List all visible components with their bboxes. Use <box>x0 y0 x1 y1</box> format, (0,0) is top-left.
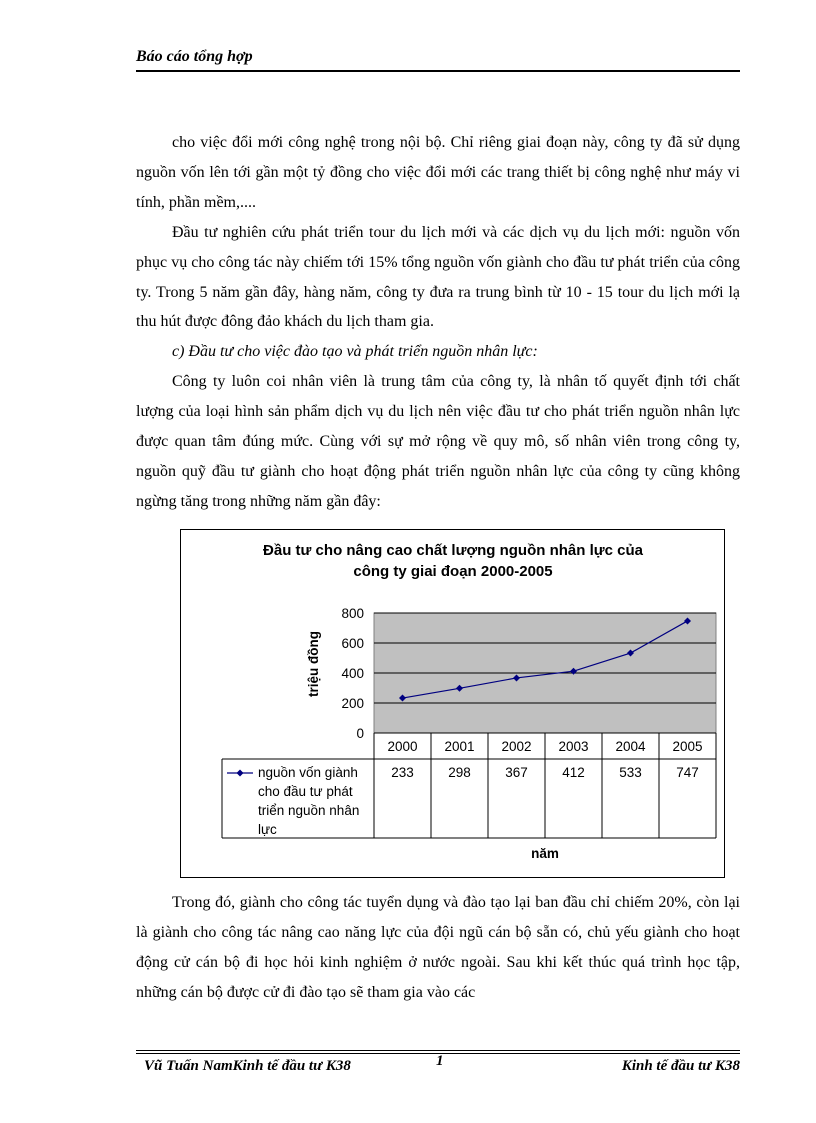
header-title: Báo cáo tổng hợp <box>136 48 253 65</box>
section-heading: c) Đầu tư cho việc đào tạo và phát triển nguồn nhân lực: <box>172 343 538 361</box>
x-tick-label: 2001 <box>444 739 475 754</box>
paragraph-2: Đầu tư nghiên cứu phát triển tour du lịch mới và các dịch vụ du lịch mới: nguồn vốn phục vụ cho công tác này chiếm tới 15% tổng nguồn vốn giành cho đầu tư phát triển của công ty. Trong 5 năm gần đây, hàng năm, công ty đưa ra trung bình từ 10 - 15 tour du lịch mới lạ thu hút được đông đảo khách du lịch tham gia. <box>136 223 740 331</box>
footer-course: Kinh tế đầu tư K38 <box>621 1058 740 1074</box>
y-tick-label: 0 <box>356 726 364 741</box>
page-footer <box>136 1050 740 1075</box>
x-tick-label: 2000 <box>387 739 418 754</box>
legend-label-line: triển nguồn nhân <box>258 803 360 818</box>
paragraph-1: cho việc đổi mới công nghệ trong nội bộ. Chỉ riêng giai đoạn này, công ty đã sử dụng nguồn vốn lên tới gần một tỷ đồng cho việc đổi mới các trang thiết bị công nghệ như máy vi tính, phần mềm,.... <box>136 134 740 211</box>
legend-key-marker <box>237 770 244 777</box>
legend-label-line: lực <box>258 822 277 837</box>
chart-title-line-1: Đầu tư cho nâng cao chất lượng nguồn nhân lực của <box>263 542 643 559</box>
page-header <box>136 48 740 72</box>
data-value-label: 533 <box>619 765 642 780</box>
line-chart <box>181 530 726 879</box>
y-tick-label: 200 <box>341 696 364 711</box>
data-value-label: 233 <box>391 765 414 780</box>
paragraph-3: Công ty luôn coi nhân viên là trung tâm của công ty, là nhân tố quyết định tới chất lượng của loại hình sản phẩm dịch vụ du lịch nên việc đầu tư cho phát triển nguồn nhân lực được quan tâm đúng mức. Cùng với sự mở rộng về quy mô, số nhân viên trong công ty, nguồn quỹ đầu tư giành cho hoạt động phát triển nguồn nhân lực của công ty cũng không ngừng tăng trong những năm gần đây: <box>136 373 740 510</box>
body-text-top <box>136 128 740 517</box>
x-tick-label: 2005 <box>672 739 703 754</box>
chart-title-line-2: công ty giai đoạn 2000-2005 <box>353 563 553 580</box>
paragraph-4: Trong đó, giành cho công tác tuyển dụng và đào tạo lại ban đầu chỉ chiếm 20%, còn lại là giành cho công tác nâng cao năng lực của đội ngũ cán bộ sẵn có, chủ yếu giành cho hoạt động cử cán bộ đi học hỏi kinh nghiệm ở nước ngoài. Sau khi kết thúc quá trình học tập, những cán bộ được cử đi đào tạo sẽ tham gia vào các <box>136 894 740 1001</box>
body-text-bottom <box>136 888 740 1008</box>
footer-author: Vũ Tuấn NamKinh tế đầu tư K38 <box>144 1058 351 1074</box>
data-value-label: 412 <box>562 765 585 780</box>
y-tick-label: 400 <box>341 666 364 681</box>
x-tick-label: 2003 <box>558 739 589 754</box>
x-axis-label: năm <box>531 846 559 861</box>
legend-label-line: nguồn vốn giành <box>258 765 358 780</box>
data-value-label: 747 <box>676 765 699 780</box>
data-value-label: 298 <box>448 765 471 780</box>
x-tick-label: 2002 <box>501 739 532 754</box>
legend-label-line: cho đầu tư phát <box>258 784 353 799</box>
data-value-label: 367 <box>505 765 528 780</box>
x-tick-label: 2004 <box>615 739 646 754</box>
page-number: 1 <box>436 1053 444 1069</box>
chart-frame <box>180 529 725 878</box>
y-tick-label: 800 <box>341 606 364 621</box>
y-axis-label: triệu đồng <box>306 631 321 697</box>
y-tick-label: 600 <box>341 636 364 651</box>
